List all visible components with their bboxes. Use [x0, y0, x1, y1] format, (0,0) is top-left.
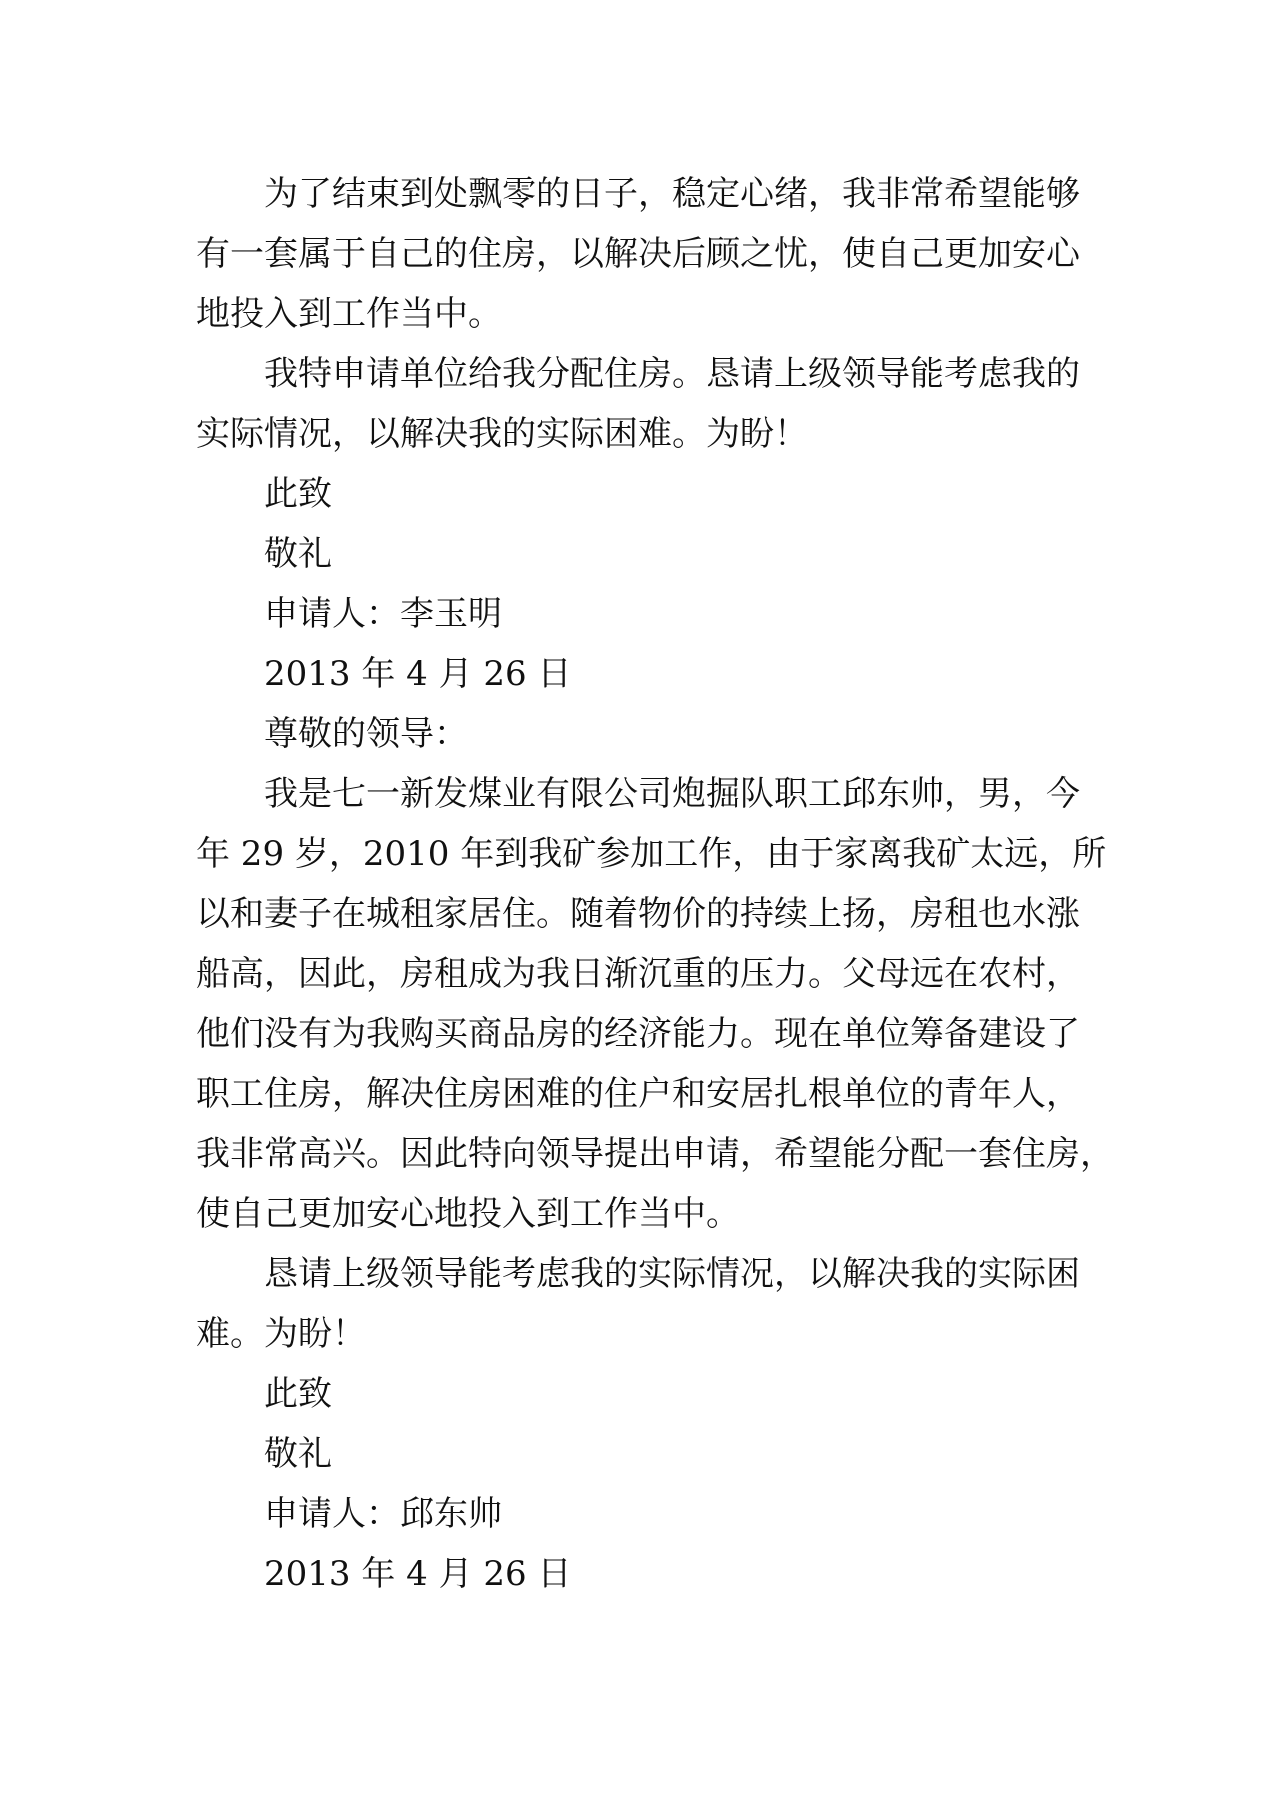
paragraph-line: 他们没有为我购买商品房的经济能力。现在单位筹备建设了 — [196, 1014, 1080, 1054]
letter-date: 2013 年 4 月 26 日 — [264, 654, 572, 694]
letter-date: 2013 年 4 月 26 日 — [264, 1554, 572, 1594]
paragraph-line: 实际情况，以解决我的实际困难。为盼！ — [196, 414, 808, 454]
paragraph-line: 船高，因此，房租成为我日渐沉重的压力。父母远在农村， — [196, 954, 1080, 994]
paragraph-line: 难。为盼！ — [196, 1314, 366, 1354]
closing-regards: 敬礼 — [264, 1434, 332, 1474]
paragraph-line: 职工住房，解决住房困难的住户和安居扎根单位的青年人， — [196, 1074, 1080, 1114]
closing-salutation: 此致 — [264, 1374, 332, 1414]
paragraph-line: 以和妻子在城租家居住。随着物价的持续上扬，房租也水涨 — [196, 894, 1080, 934]
closing-regards: 敬礼 — [264, 534, 332, 574]
paragraph-line: 我非常高兴。因此特向领导提出申请，希望能分配一套住房， — [196, 1134, 1114, 1174]
paragraph-line: 我是七一新发煤业有限公司炮掘队职工邱东帅，男，今 — [264, 774, 1080, 814]
paragraph-line: 我特申请单位给我分配住房。恳请上级领导能考虑我的 — [264, 354, 1080, 394]
closing-salutation: 此致 — [264, 474, 332, 514]
paragraph-line: 有一套属于自己的住房，以解决后顾之忧，使自己更加安心 — [196, 234, 1080, 274]
applicant-signature: 申请人：邱东帅 — [264, 1494, 502, 1534]
applicant-signature: 申请人：李玉明 — [264, 594, 502, 634]
paragraph-line: 恳请上级领导能考虑我的实际情况，以解决我的实际困 — [264, 1254, 1080, 1294]
paragraph-line: 年 29 岁，2010 年到我矿参加工作，由于家离我矿太远，所 — [196, 834, 1107, 874]
letter-greeting: 尊敬的领导： — [264, 714, 468, 754]
paragraph-line: 使自己更加安心地投入到工作当中。 — [196, 1194, 740, 1234]
paragraph-line: 地投入到工作当中。 — [196, 294, 502, 334]
paragraph-line: 为了结束到处飘零的日子，稳定心绪，我非常希望能够 — [264, 174, 1080, 214]
